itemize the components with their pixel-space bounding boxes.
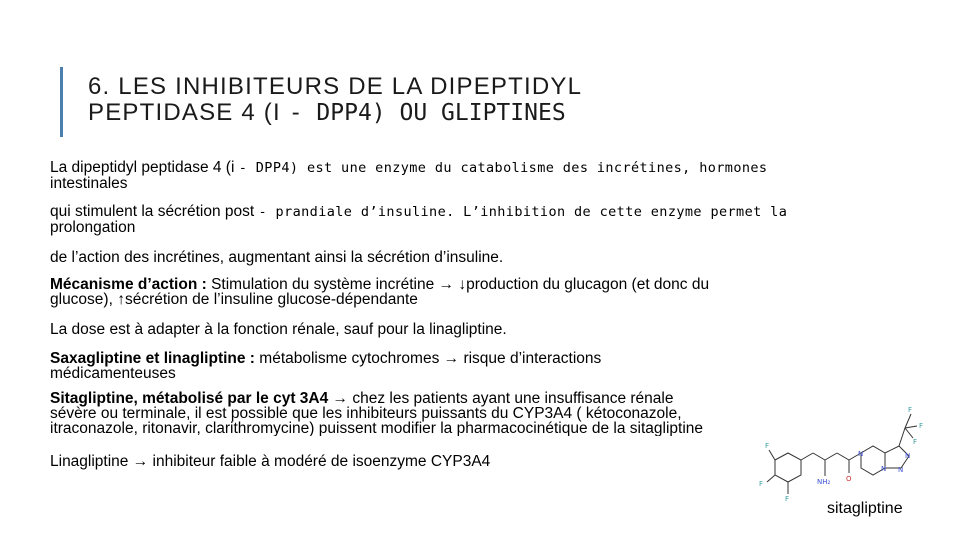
p5-text: La dose est à adapter à la fonction rénale, sauf pour la linagliptine. bbox=[50, 321, 507, 338]
figure-caption: sitagliptine bbox=[827, 500, 903, 517]
nitrogen-label-1: N bbox=[858, 450, 864, 458]
paragraph-2 bbox=[50, 204, 850, 235]
p6-text-a: métabolisme cytochromes bbox=[254, 350, 444, 367]
nitrogen-label-2: N bbox=[881, 465, 887, 473]
p8-text-b: inhibiteur faible à modéré de isoenzyme CYP3A4 bbox=[148, 453, 491, 470]
slide-title bbox=[88, 74, 582, 126]
paragraph-4 bbox=[50, 277, 850, 307]
p4-text-b: ↓production du glucagon (et donc du bbox=[454, 276, 710, 293]
p7-text-c: itraconazole, ritonavir, clarithromycine) puissent modifier la pharmacocinétique de la sitagliptine bbox=[50, 420, 704, 436]
p2-text-b: - prandiale d’insuline. L’inhibition de cette enzyme permet la bbox=[258, 204, 788, 220]
fluorine-label-5: F bbox=[919, 422, 924, 430]
fluorine-label-3: F bbox=[785, 495, 790, 503]
paragraph-8 bbox=[50, 454, 850, 469]
p7-text-b: sévère ou terminale, il est possible que les inhibiteurs puissants du CYP3A4 ( kétoconazole, bbox=[50, 405, 682, 422]
paragraph-7 bbox=[50, 391, 758, 436]
paragraph-6 bbox=[50, 351, 850, 381]
p2-text-a: qui stimulent la sécrétion post bbox=[50, 203, 259, 220]
p4-text-c: glucose), ↑sécrétion de l’insuline glucose-dépendante bbox=[50, 291, 418, 308]
title-line-2 bbox=[88, 100, 582, 126]
arrow-right-icon: → bbox=[443, 350, 460, 367]
arrow-right-icon: → bbox=[332, 391, 349, 407]
title-line-2-b: - DPP4) OU GLIPTINES bbox=[288, 100, 566, 126]
p1-text-c: intestinales bbox=[50, 175, 128, 192]
fluorine-label-4: F bbox=[908, 406, 913, 414]
nitrogen-label-3: N bbox=[905, 452, 911, 460]
p1-text-b: - DPP4) est une enzyme du catabolisme des incrétines, hormones bbox=[238, 160, 768, 176]
amine-label: NH₂ bbox=[817, 478, 831, 486]
title-line-1: 6. LES INHIBITEURS DE LA DIPEPTIDYL bbox=[88, 73, 583, 100]
p3-text: de l’action des incrétines, augmentant ainsi la sécrétion d’insuline. bbox=[50, 249, 504, 266]
p6-bold: Saxagliptine et linagliptine : bbox=[50, 350, 255, 367]
fluorine-label-6: F bbox=[913, 438, 918, 446]
paragraph-1 bbox=[50, 160, 850, 191]
paragraph-5 bbox=[50, 322, 850, 337]
arrow-right-icon: → bbox=[132, 453, 149, 470]
p7-text-a: chez les patients ayant une insuffisance rénale bbox=[348, 391, 674, 407]
sitagliptine-structure-image bbox=[755, 398, 960, 508]
arrow-right-icon: → bbox=[438, 276, 455, 293]
oxygen-label: O bbox=[846, 475, 852, 483]
p1-text-a: La dipeptidyl peptidase 4 (i bbox=[50, 159, 239, 176]
paragraph-3 bbox=[50, 250, 850, 265]
p4-text-a: Stimulation du système incrétine bbox=[206, 276, 439, 293]
p2-text-c: prolongation bbox=[50, 219, 136, 236]
title-accent-bar bbox=[60, 67, 63, 137]
fluorine-label-1: F bbox=[765, 442, 770, 450]
p7-bold: Sitagliptine, métabolisé par le cyt 3A4 bbox=[50, 391, 333, 407]
p6-text-c: médicamenteuses bbox=[50, 365, 176, 382]
p6-text-b: risque d’interactions bbox=[459, 350, 602, 367]
fluorine-label-2: F bbox=[759, 480, 764, 488]
p8-text-a: Linagliptine bbox=[50, 453, 133, 470]
p4-bold: Mécanisme d’action : bbox=[50, 276, 207, 293]
title-line-2-a: PEPTIDASE 4 (I bbox=[88, 99, 289, 126]
nitrogen-label-4: N bbox=[898, 466, 904, 474]
